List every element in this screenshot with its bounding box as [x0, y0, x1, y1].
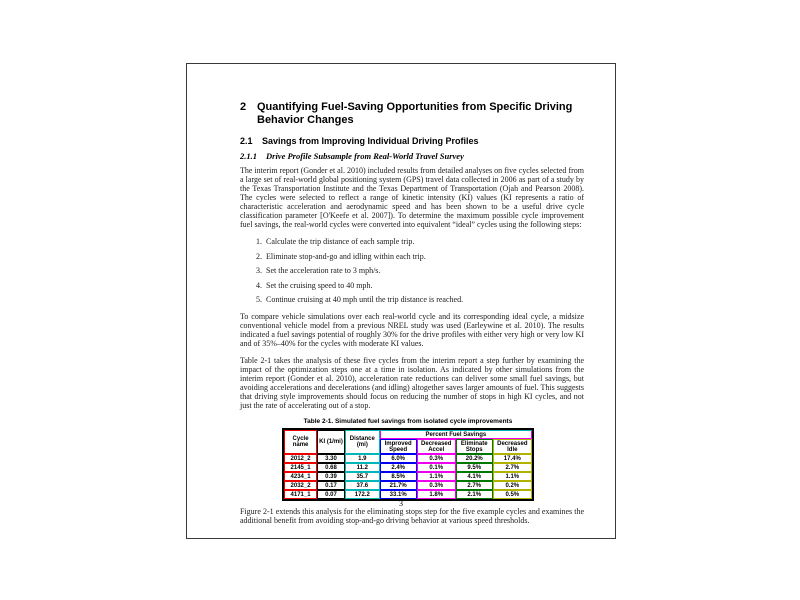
cell-decreased-accel: 0.3%	[417, 481, 456, 490]
cell-decreased-accel: 0.3%	[417, 454, 456, 463]
paragraph-intro: The interim report (Gonder et al. 2010) included results from detailed analyses on five cycles selected from a large set of real-world global positioning system (GPS) travel data collected in 2006 as part of a study by the Texas Transportation Institute and the Texas Department of Transportation (Ojah and Pearson 2008). The cycles were selected to reflect a range of kinetic intensity (KI) values (KI represents a ratio of characteristic acceleration and aerodynamic speed and has been shown to be a useful drive cycle classification parameter [O'Keefe et al. 2007]). To determine the maximum possible cycle improvement fuel savings, the real-world cycles were converted into equivalent “ideal” cycles using the following steps:	[240, 166, 584, 229]
paragraph-figure-reference: Figure 2-1 extends this analysis for the eliminating stops step for the five example cycles and examines the additional benefit from avoiding stop-and-go driving behavior at various speed thresholds.	[240, 507, 584, 525]
cell-decreased-idle: 17.4%	[493, 454, 532, 463]
cell-eliminate-stops: 4.1%	[456, 472, 493, 481]
section-number: 2	[240, 101, 247, 113]
ideal-cycle-steps-list	[240, 237, 584, 304]
subsection-heading	[240, 136, 584, 147]
table-row	[284, 454, 532, 463]
col-header-distance: Distance (mi)	[345, 430, 380, 454]
paragraph-table-discussion: Table 2-1 takes the analysis of these five cycles from the interim report a step further by examining the impact of the optimization steps one at a time in isolation. As indicated by other simulations from the interim report (Gonder et al. 2010), acceleration rate reductions can deliver some small fuel savings, but avoiding accelerations and decelerations (and idling) altogether saves larger amounts of fuel. This suggests that driving style improvements should focus on reducing the number of stops in high KI cycles, and not just the rate of accelerating out of a stop.	[240, 356, 584, 410]
table-row	[284, 472, 532, 481]
cell-decreased-idle: 2.7%	[493, 463, 532, 472]
table-2-1-block	[282, 418, 534, 501]
cell-distance: 1.9	[345, 454, 380, 463]
list-item: 1. Calculate the trip distance of each sample trip.	[264, 237, 584, 246]
cell-ki: 0.07	[317, 490, 345, 499]
cell-eliminate-stops: 9.5%	[456, 463, 493, 472]
cell-distance: 35.7	[345, 472, 380, 481]
cell-decreased-idle: 1.1%	[493, 472, 532, 481]
table-row	[284, 481, 532, 490]
cell-eliminate-stops: 2.1%	[456, 490, 493, 499]
cell-decreased-accel: 1.8%	[417, 490, 456, 499]
paragraph-simulation-results: To compare vehicle simulations over each real-world cycle and its corresponding ideal cycle, a midsize conventional vehicle model from a previous NREL study was used (Earleywine et al. 2010). The results indicated a fuel savings potential of roughly 30% for the drive profiles with either very high or very low KI and of 35%–40% for the cycles with moderate KI values.	[240, 312, 584, 348]
col-header-improved-speed: Improved Speed	[380, 439, 417, 454]
col-header-eliminate-stops: Eliminate Stops	[456, 439, 493, 454]
section-heading	[240, 101, 584, 127]
subsection-number: 2.1	[240, 136, 253, 146]
list-item: 3. Set the acceleration rate to 3 mph/s.	[264, 266, 584, 275]
cell-improved-speed: 21.7%	[380, 481, 417, 490]
subsection-title: Savings from Improving Individual Driving Profiles	[262, 136, 479, 146]
col-header-ki: KI (1/mi)	[317, 430, 345, 454]
table-row	[284, 463, 532, 472]
list-item: 5. Continue cruising at 40 mph until the trip distance is reached.	[264, 295, 584, 304]
page-number: 3	[399, 499, 403, 508]
cell-ki: 0.17	[317, 481, 345, 490]
cell-decreased-idle: 0.5%	[493, 490, 532, 499]
cell-distance: 37.6	[345, 481, 380, 490]
cell-distance: 172.2	[345, 490, 380, 499]
page-content	[240, 101, 584, 533]
group-header-percent-fuel-savings: Percent Fuel Savings	[380, 430, 532, 439]
list-item: 2. Eliminate stop-and-go and idling within each trip.	[264, 252, 584, 261]
subsubsection-title: Drive Profile Subsample from Real-World Travel Survey	[266, 151, 464, 161]
cell-improved-speed: 2.4%	[380, 463, 417, 472]
col-header-decreased-idle: Decreased Idle	[493, 439, 532, 454]
cell-eliminate-stops: 2.7%	[456, 481, 493, 490]
cell-eliminate-stops: 20.2%	[456, 454, 493, 463]
subsubsection-number: 2.1.1	[240, 151, 257, 161]
cell-ki: 3.30	[317, 454, 345, 463]
cell-cycle-name: 2145_1	[284, 463, 317, 472]
cell-improved-speed: 8.5%	[380, 472, 417, 481]
list-item: 4. Set the cruising speed to 40 mph.	[264, 281, 584, 290]
cell-improved-speed: 6.0%	[380, 454, 417, 463]
cell-decreased-accel: 1.1%	[417, 472, 456, 481]
cell-ki: 0.39	[317, 472, 345, 481]
table-header-row	[284, 430, 532, 439]
col-header-decreased-accel: Decreased Accel	[417, 439, 456, 454]
cell-cycle-name: 4234_1	[284, 472, 317, 481]
cell-cycle-name: 2032_2	[284, 481, 317, 490]
subsubsection-heading	[240, 151, 584, 161]
cell-decreased-accel: 0.1%	[417, 463, 456, 472]
cell-improved-speed: 33.1%	[380, 490, 417, 499]
col-header-cycle-name: Cycle name	[284, 430, 317, 454]
cell-ki: 0.68	[317, 463, 345, 472]
fuel-savings-table	[282, 428, 534, 501]
section-title: Quantifying Fuel-Saving Opportunities from Specific Driving Behavior Changes	[257, 101, 573, 126]
cell-decreased-idle: 0.2%	[493, 481, 532, 490]
document-page	[186, 63, 616, 539]
cell-cycle-name: 4171_1	[284, 490, 317, 499]
cell-distance: 11.2	[345, 463, 380, 472]
cell-cycle-name: 2012_2	[284, 454, 317, 463]
table-caption: Table 2-1. Simulated fuel savings from isolated cycle improvements	[303, 418, 513, 425]
table-row	[284, 490, 532, 499]
